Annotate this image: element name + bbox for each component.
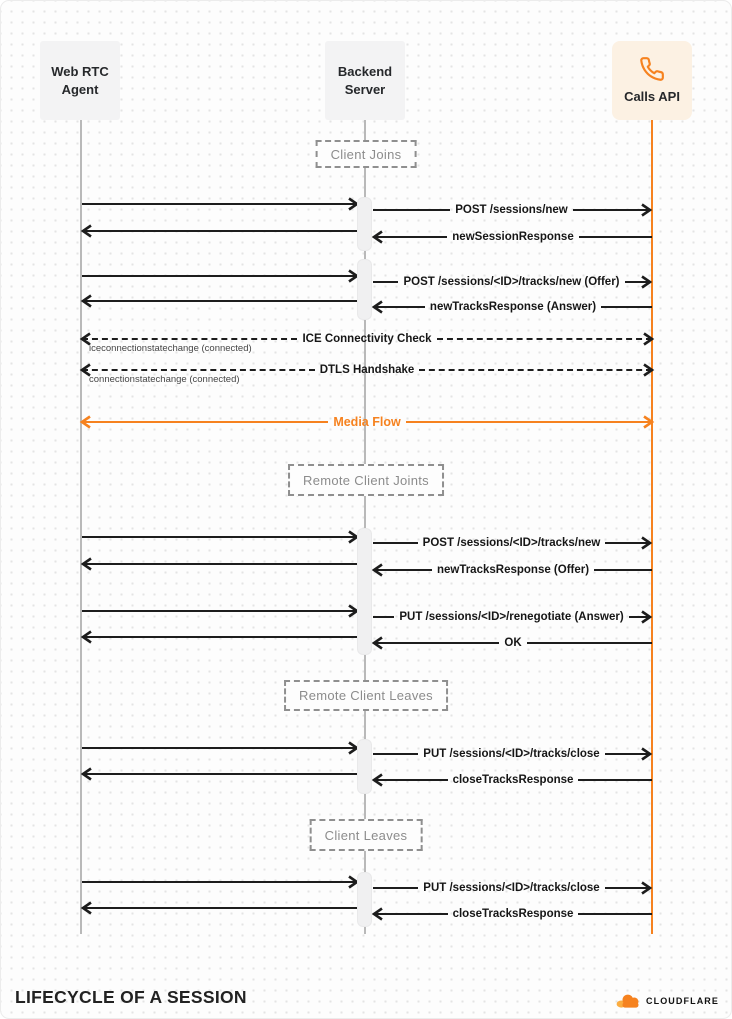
actor-box-calls-api: [612, 41, 692, 120]
message-arrow: [374, 635, 652, 651]
arrowhead-right-icon: [639, 275, 653, 294]
arrowhead-left-icon: [80, 224, 94, 243]
actor-box-backend-server: [325, 41, 405, 120]
message-arrow: [373, 274, 650, 290]
message-line: [82, 196, 357, 212]
message-label: PUT /sessions/<ID>/tracks/close: [423, 882, 600, 894]
phase-box: Remote Client Joints: [288, 464, 444, 496]
arrowhead-left-icon: [80, 901, 94, 920]
arrowhead-right-icon: [641, 415, 655, 434]
actor-box-webrtc-agent: [40, 41, 120, 120]
message-arrow: [373, 746, 650, 762]
activation-bar: [358, 873, 371, 926]
message-line: [83, 900, 359, 916]
note-text: iceconnectionstatechange (connected): [89, 343, 252, 354]
message-label: Media Flow: [333, 415, 401, 429]
message-label: newSessionResponse: [452, 231, 574, 243]
message-arrow: [374, 299, 652, 315]
message-line: [83, 293, 359, 309]
message-arrow: [373, 202, 650, 218]
message-label: newTracksResponse (Offer): [436, 564, 590, 576]
activation-bar: [358, 198, 371, 250]
brand-lockup: [616, 992, 719, 1009]
arrowhead-left-icon: [371, 773, 385, 792]
actor-label: Server: [344, 81, 386, 97]
message-line: [82, 268, 357, 284]
message-arrow: [374, 906, 652, 922]
phone-icon: [639, 56, 665, 82]
message-line: [83, 223, 359, 239]
message-arrow: [373, 535, 650, 551]
arrowhead-left-icon: [371, 636, 385, 655]
message-label: ICE Connectivity Check: [302, 333, 432, 345]
message-line: [82, 603, 357, 619]
message-arrow: [373, 880, 650, 896]
message-arrow: [374, 772, 652, 788]
arrowhead-right-icon: [639, 747, 653, 766]
activation-bar: [358, 260, 371, 319]
arrowhead-left-icon: [79, 415, 93, 434]
message-label: newTracksResponse (Answer): [429, 301, 597, 313]
actor-label: Web RTC: [51, 63, 109, 79]
message-arrow: [82, 414, 652, 430]
message-line: [83, 629, 359, 645]
arrowhead-left-icon: [80, 767, 94, 786]
arrowhead-left-icon: [80, 557, 94, 576]
arrowhead-right-icon: [639, 203, 653, 222]
arrowhead-right-icon: [641, 332, 655, 351]
arrowhead-right-icon: [639, 536, 653, 555]
phase-box: Client Joins: [316, 140, 417, 168]
message-label: POST /sessions/<ID>/tracks/new (Offer): [403, 276, 620, 288]
diagram-title: LIFECYCLE OF A SESSION: [15, 987, 247, 1007]
arrowhead-left-icon: [80, 294, 94, 313]
message-label: OK: [504, 637, 522, 649]
message-label: closeTracksResponse: [452, 908, 574, 920]
message-label: closeTracksResponse: [452, 774, 574, 786]
note-text: connectionstatechange (connected): [89, 374, 240, 385]
actor-label: Calls API: [624, 88, 680, 104]
message-arrow: [373, 609, 650, 625]
arrowhead-right-icon: [641, 363, 655, 382]
arrowhead-right-icon: [639, 881, 653, 900]
arrowhead-left-icon: [371, 563, 385, 582]
message-line: [82, 529, 357, 545]
message-label: POST /sessions/new: [455, 204, 568, 216]
arrowhead-left-icon: [371, 907, 385, 926]
arrowhead-left-icon: [371, 230, 385, 249]
phase-box: Client Leaves: [310, 819, 423, 851]
cloudflare-logo-icon: [616, 992, 642, 1009]
message-label: PUT /sessions/<ID>/tracks/close: [423, 748, 600, 760]
arrowhead-left-icon: [80, 630, 94, 649]
message-label: PUT /sessions/<ID>/renegotiate (Answer): [399, 611, 624, 623]
arrowhead-right-icon: [639, 610, 653, 629]
activation-bar: [358, 529, 371, 654]
brand-name: CLOUDFLARE: [646, 995, 719, 1006]
message-arrow: [374, 562, 652, 578]
message-line: [82, 740, 357, 756]
message-line: [83, 556, 359, 572]
arrowhead-left-icon: [371, 300, 385, 319]
actor-label: Backend: [337, 63, 393, 79]
message-label: DTLS Handshake: [319, 364, 415, 376]
actor-label: Agent: [61, 81, 99, 97]
phase-box: Remote Client Leaves: [284, 680, 448, 711]
message-line: [83, 766, 359, 782]
message-arrow: [374, 229, 652, 245]
message-line: [82, 874, 357, 890]
activation-bar: [358, 740, 371, 793]
message-label: POST /sessions/<ID>/tracks/new: [422, 537, 601, 549]
